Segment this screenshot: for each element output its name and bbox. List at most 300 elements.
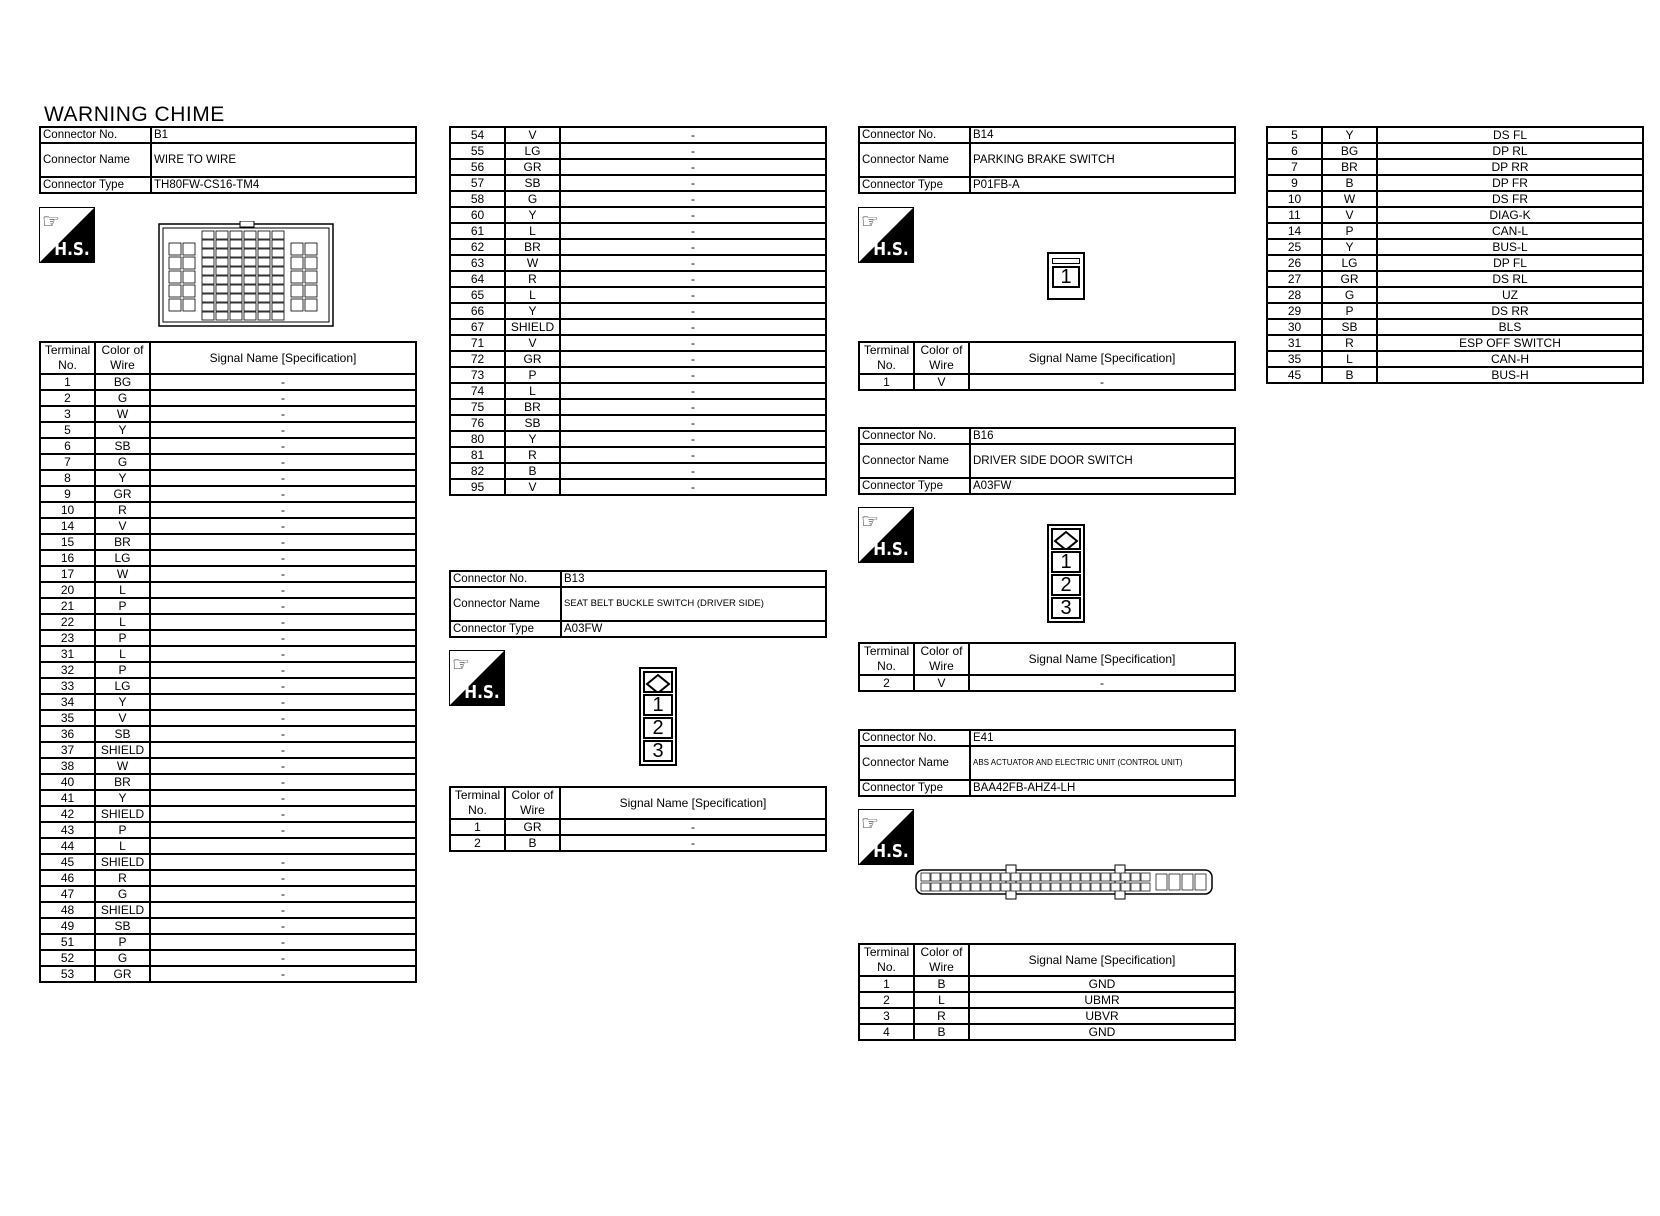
table-row: [40, 374, 416, 390]
harness-side-icon: [858, 809, 914, 865]
signal-name-cell: -: [150, 406, 416, 422]
hs-label: H.S.: [54, 239, 90, 260]
terminal-no-cell: 14: [1267, 223, 1322, 239]
terminal-no-cell: 6: [1267, 143, 1322, 159]
table-row: [450, 143, 826, 159]
table-row: [40, 886, 416, 902]
pin-cavity: 2: [1051, 574, 1081, 596]
terminal-no-cell: 76: [450, 415, 505, 431]
signal-name-cell: -: [150, 950, 416, 966]
signal-name-cell: -: [150, 694, 416, 710]
table-row: [450, 463, 826, 479]
connector-b1-face-diagram: [158, 221, 336, 329]
signal-name-cell: DP FL: [1377, 255, 1643, 271]
pin-cavity: [1141, 883, 1150, 891]
terminal-no-cell: 26: [1267, 255, 1322, 271]
signal-name-cell: -: [560, 351, 826, 367]
connector-type-label: Connector Type: [450, 621, 561, 637]
wire-color-cell: P: [1322, 303, 1377, 319]
wire-color-cell: SHIELD: [95, 806, 150, 822]
connector-name-label: Connector Name: [859, 143, 970, 177]
terminal-no-header: Terminal No.: [859, 342, 914, 374]
table-row: [40, 566, 416, 582]
table-row: [450, 415, 826, 431]
terminal-no-cell: 34: [40, 694, 95, 710]
pin-cavity: [1041, 883, 1050, 891]
terminal-no-cell: 80: [450, 431, 505, 447]
wire-color-cell: Y: [1322, 239, 1377, 255]
pin-cavity: [1169, 874, 1180, 890]
terminal-no-cell: 71: [450, 335, 505, 351]
connector-hand-icon: ☞: [861, 211, 879, 233]
signal-name-cell: -: [560, 159, 826, 175]
signal-name-cell: DIAG-K: [1377, 207, 1643, 223]
pin-cavity: [1101, 873, 1110, 881]
wire-color-cell: V: [1322, 207, 1377, 223]
pin-cavity: [202, 294, 214, 302]
signal-name-cell: -: [560, 447, 826, 463]
terminal-no-cell: 22: [40, 614, 95, 630]
pin-cavity: [216, 231, 228, 239]
wire-color-cell: B: [1322, 367, 1377, 383]
connector-hand-icon: ☞: [861, 511, 879, 533]
pin-cavity: [941, 883, 950, 891]
table-row: [1267, 207, 1643, 223]
connector-type-value: P01FB-A: [970, 177, 1235, 193]
table-row: [1267, 255, 1643, 271]
pin-cavity: [305, 299, 317, 311]
pin-cavity: [244, 231, 256, 239]
signal-name-cell: -: [560, 367, 826, 383]
signal-name-cell: -: [150, 934, 416, 950]
pin-cavity: [961, 883, 970, 891]
color-of-wire-header: Color of Wire: [914, 342, 969, 374]
pin-cavity: [272, 312, 284, 320]
signal-name-cell: -: [560, 271, 826, 287]
terminal-no-cell: 3: [40, 406, 95, 422]
signal-name-cell: -: [150, 678, 416, 694]
pin-cavity: [272, 258, 284, 266]
pin-cavity: [244, 276, 256, 284]
connector-b13-info: [449, 570, 827, 638]
pin-cavity: [981, 873, 990, 881]
pin-cavity: [1031, 883, 1040, 891]
signal-name-cell: -: [150, 518, 416, 534]
signal-name-cell: -: [560, 319, 826, 335]
pin-cavity: [1021, 883, 1030, 891]
pin-cavity: [216, 303, 228, 311]
color-of-wire-header: Color of Wire: [505, 787, 560, 819]
pin-cavity: [258, 285, 270, 293]
signal-name-cell: -: [150, 598, 416, 614]
pin-cavity: [1051, 883, 1060, 891]
signal-name-cell: -: [150, 806, 416, 822]
pin-cavity: [169, 271, 181, 283]
wire-color-cell: Y: [95, 694, 150, 710]
terminal-no-cell: 8: [40, 470, 95, 486]
signal-name-cell: -: [560, 431, 826, 447]
signal-name-cell: -: [150, 918, 416, 934]
terminal-no-cell: 6: [40, 438, 95, 454]
pin-cavity: [1131, 883, 1140, 891]
signal-name-cell: -: [150, 374, 416, 390]
terminal-no-cell: 23: [40, 630, 95, 646]
signal-name-cell: -: [560, 287, 826, 303]
terminal-no-cell: 74: [450, 383, 505, 399]
wire-color-cell: Y: [95, 470, 150, 486]
wire-color-cell: R: [505, 447, 560, 463]
table-row: [450, 207, 826, 223]
wire-color-cell: BG: [1322, 143, 1377, 159]
pin-cavity: [305, 285, 317, 297]
wire-color-cell: Y: [505, 303, 560, 319]
terminal-no-cell: 17: [40, 566, 95, 582]
pin-cavity: [272, 249, 284, 257]
terminal-no-cell: 41: [40, 790, 95, 806]
terminal-no-cell: 81: [450, 447, 505, 463]
terminal-no-cell: 40: [40, 774, 95, 790]
terminal-no-cell: 66: [450, 303, 505, 319]
wire-color-cell: L: [914, 992, 969, 1008]
terminal-no-cell: 3: [859, 1008, 914, 1024]
signal-name-header: Signal Name [Specification]: [150, 342, 416, 374]
table-row: [40, 822, 416, 838]
wire-color-cell: L: [95, 646, 150, 662]
table-row: [1267, 303, 1643, 319]
pin-cavity: [272, 267, 284, 275]
pin-cavity: [931, 883, 940, 891]
wire-color-cell: B: [914, 1024, 969, 1040]
pin-cavity: [244, 285, 256, 293]
terminal-no-cell: 60: [450, 207, 505, 223]
connector-name-value: SEAT BELT BUCKLE SWITCH (DRIVER SIDE): [561, 587, 826, 621]
wire-color-cell: GR: [95, 486, 150, 502]
connector-no-label: Connector No.: [859, 127, 970, 143]
pin-cavity: [258, 276, 270, 284]
terminal-no-cell: 49: [40, 918, 95, 934]
table-row: [450, 383, 826, 399]
terminal-no-cell: 35: [1267, 351, 1322, 367]
connector-name-value: WIRE TO WIRE: [151, 143, 416, 177]
signal-name-cell: -: [560, 143, 826, 159]
pin-cavity: [272, 240, 284, 248]
pin-cavity: [202, 249, 214, 257]
pin-cavity: [230, 294, 242, 302]
signal-name-cell: DP FR: [1377, 175, 1643, 191]
connector-b14-info: [858, 126, 1236, 194]
signal-name-cell: -: [969, 374, 1235, 390]
pin-cavity: [1031, 873, 1040, 881]
signal-name-cell: -: [150, 438, 416, 454]
pin-cavity: [244, 258, 256, 266]
signal-name-cell: -: [150, 662, 416, 678]
table-row: [40, 854, 416, 870]
pin-cavity: [183, 299, 195, 311]
signal-name-cell: UBVR: [969, 1008, 1235, 1024]
wire-color-cell: SHIELD: [95, 742, 150, 758]
wire-color-cell: BR: [1322, 159, 1377, 175]
pin-cavity: [258, 267, 270, 275]
table-row: [40, 614, 416, 630]
terminal-no-cell: 63: [450, 255, 505, 271]
terminal-no-cell: 27: [1267, 271, 1322, 287]
pin-cavity: [216, 249, 228, 257]
signal-name-cell: UBMR: [969, 992, 1235, 1008]
wire-color-cell: P: [95, 598, 150, 614]
wire-color-cell: P: [95, 662, 150, 678]
pin-cavity: [258, 303, 270, 311]
pin-cavity: [272, 303, 284, 311]
pin-cavity: [169, 299, 181, 311]
pin-cavity: [1111, 873, 1120, 881]
terminal-no-cell: 52: [40, 950, 95, 966]
pin-cavity: 1: [1052, 266, 1080, 288]
signal-name-cell: -: [150, 774, 416, 790]
wire-color-cell: Y: [95, 422, 150, 438]
pin-cavity: [258, 258, 270, 266]
pin-cavity: [230, 285, 242, 293]
wire-color-cell: R: [914, 1008, 969, 1024]
table-row: [450, 335, 826, 351]
terminal-no-cell: 58: [450, 191, 505, 207]
wire-color-cell: B: [1322, 175, 1377, 191]
wire-color-cell: L: [505, 383, 560, 399]
connector-b14-face-diagram: [1047, 252, 1085, 300]
table-row: [450, 191, 826, 207]
signal-name-cell: -: [150, 870, 416, 886]
pin-cavity: [1001, 873, 1010, 881]
table-row: [450, 303, 826, 319]
connector-type-value: TH80FW-CS16-TM4: [151, 177, 416, 193]
connector-name-label: Connector Name: [450, 587, 561, 621]
pin-cavity: [216, 294, 228, 302]
pin-cavity: [291, 299, 303, 311]
pin-cavity: [202, 258, 214, 266]
pin-cavity: [216, 240, 228, 248]
signal-name-header: Signal Name [Specification]: [560, 787, 826, 819]
lock-key-icon: [1051, 528, 1081, 550]
wire-color-cell: BR: [505, 399, 560, 415]
terminal-no-header: Terminal No.: [450, 787, 505, 819]
pin-cavity: [202, 267, 214, 275]
pin-cavity: [183, 285, 195, 297]
pin-cavity: [1061, 873, 1070, 881]
pin-cavity: [1021, 873, 1030, 881]
terminal-no-cell: 57: [450, 175, 505, 191]
signal-name-cell: DS FL: [1377, 127, 1643, 143]
terminal-no-cell: 43: [40, 822, 95, 838]
signal-name-cell: -: [150, 726, 416, 742]
terminal-no-cell: 7: [1267, 159, 1322, 175]
signal-name-cell: -: [560, 463, 826, 479]
b13-terminal-table: [449, 786, 827, 852]
table-row: [450, 223, 826, 239]
wire-color-cell: GR: [505, 159, 560, 175]
terminal-no-cell: 82: [450, 463, 505, 479]
pin-cavity: [230, 303, 242, 311]
wire-color-cell: W: [95, 566, 150, 582]
signal-name-cell: -: [150, 902, 416, 918]
wire-color-cell: SB: [505, 175, 560, 191]
harness-side-icon: [858, 507, 914, 563]
connector-hand-icon: ☞: [861, 813, 879, 835]
table-row: [40, 678, 416, 694]
pin-cavity: [244, 240, 256, 248]
signal-name-cell: -: [150, 422, 416, 438]
signal-name-cell: -: [560, 255, 826, 271]
connector-type-label: Connector Type: [859, 478, 970, 494]
pin-cavity: [991, 873, 1000, 881]
signal-name-cell: DS RR: [1377, 303, 1643, 319]
wire-color-cell: SB: [1322, 319, 1377, 335]
table-row: [450, 819, 826, 835]
table-row: [40, 534, 416, 550]
table-row: [40, 470, 416, 486]
signal-name-cell: ESP OFF SWITCH: [1377, 335, 1643, 351]
wire-color-cell: V: [505, 127, 560, 143]
pin-cavity: [1011, 883, 1020, 891]
wire-color-cell: G: [95, 390, 150, 406]
pin-cavity: [305, 257, 317, 269]
pin-cavity: [244, 249, 256, 257]
wire-color-cell: BG: [95, 374, 150, 390]
signal-name-cell: -: [560, 835, 826, 851]
wire-color-cell: L: [95, 838, 150, 854]
pin-cavity: [1195, 874, 1206, 890]
connector-b1-info: [39, 126, 417, 194]
terminal-no-cell: 33: [40, 678, 95, 694]
table-row: [40, 742, 416, 758]
connector-no-value: B16: [970, 428, 1235, 444]
wire-color-cell: GR: [505, 819, 560, 835]
table-row: [859, 1024, 1235, 1040]
wire-color-cell: LG: [1322, 255, 1377, 271]
table-row: [1267, 127, 1643, 143]
connector-e41-face-diagram: [914, 862, 1216, 900]
signal-name-cell: -: [150, 486, 416, 502]
terminal-no-cell: 2: [450, 835, 505, 851]
table-row: [450, 319, 826, 335]
connector-b13-face-diagram: [639, 667, 677, 766]
wire-color-cell: V: [914, 675, 969, 691]
terminal-no-cell: 67: [450, 319, 505, 335]
wire-color-cell: W: [1322, 191, 1377, 207]
wire-color-cell: LG: [95, 550, 150, 566]
terminal-no-cell: 46: [40, 870, 95, 886]
signal-name-cell: -: [560, 175, 826, 191]
terminal-no-cell: 64: [450, 271, 505, 287]
terminal-no-cell: 37: [40, 742, 95, 758]
table-row: [450, 367, 826, 383]
table-row: [40, 422, 416, 438]
pin-cavity: [244, 303, 256, 311]
table-row: [40, 902, 416, 918]
pin-cavity: [230, 258, 242, 266]
pin-cavity: 3: [643, 740, 673, 762]
pin-cavity: [202, 285, 214, 293]
terminal-no-cell: 42: [40, 806, 95, 822]
pin-cavity: [216, 312, 228, 320]
wire-color-cell: Y: [505, 207, 560, 223]
wire-color-cell: P: [1322, 223, 1377, 239]
table-row: [450, 479, 826, 495]
terminal-no-cell: 20: [40, 582, 95, 598]
connector-b16-info: [858, 427, 1236, 495]
pin-cavity: [216, 285, 228, 293]
terminal-no-cell: 54: [450, 127, 505, 143]
pin-cavity: [244, 312, 256, 320]
wire-color-cell: LG: [95, 678, 150, 694]
connector-no-value: B1: [151, 127, 416, 143]
wire-color-cell: R: [95, 870, 150, 886]
table-row: [450, 255, 826, 271]
table-row: [1267, 159, 1643, 175]
terminal-no-cell: 56: [450, 159, 505, 175]
pin-cavity: 1: [643, 694, 673, 716]
pin-cavity: [272, 285, 284, 293]
connector-type-value: BAA42FB-AHZ4-LH: [970, 780, 1235, 796]
terminal-no-cell: 1: [450, 819, 505, 835]
signal-name-cell: -: [560, 819, 826, 835]
wire-color-cell: B: [505, 463, 560, 479]
table-row: [1267, 175, 1643, 191]
color-of-wire-header: Color of Wire: [914, 944, 969, 976]
terminal-no-cell: 29: [1267, 303, 1322, 319]
terminal-no-cell: 21: [40, 598, 95, 614]
signal-name-cell: -: [150, 566, 416, 582]
pin-cavity: [981, 883, 990, 891]
wire-color-cell: V: [505, 479, 560, 495]
signal-name-cell: -: [150, 502, 416, 518]
signal-name-header: Signal Name [Specification]: [969, 944, 1235, 976]
terminal-no-cell: 5: [40, 422, 95, 438]
pin-cavity: [1121, 883, 1130, 891]
pin-cavity: [272, 294, 284, 302]
color-of-wire-header: Color of Wire: [95, 342, 150, 374]
wire-color-cell: G: [1322, 287, 1377, 303]
pin-cavity: [1071, 873, 1080, 881]
wire-color-cell: Y: [505, 431, 560, 447]
table-row: [450, 159, 826, 175]
table-row: [40, 838, 416, 854]
connector-hand-icon: ☞: [42, 211, 60, 233]
pin-cavity: [991, 883, 1000, 891]
pin-cavity: [183, 243, 195, 255]
table-row: [40, 966, 416, 982]
table-row: [450, 447, 826, 463]
signal-name-cell: -: [150, 630, 416, 646]
terminal-no-cell: 32: [40, 662, 95, 678]
pin-cavity: [971, 883, 980, 891]
signal-name-cell: DP RL: [1377, 143, 1643, 159]
signal-name-cell: -: [150, 470, 416, 486]
pin-cavity: [1011, 873, 1020, 881]
terminal-no-cell: 61: [450, 223, 505, 239]
signal-name-cell: BLS: [1377, 319, 1643, 335]
connector-name-label: Connector Name: [859, 444, 970, 478]
connector-hand-icon: ☞: [452, 654, 470, 676]
signal-name-cell: -: [150, 742, 416, 758]
hs-label: H.S.: [873, 841, 909, 862]
wire-color-cell: SHIELD: [505, 319, 560, 335]
terminal-no-cell: 48: [40, 902, 95, 918]
table-row: [40, 774, 416, 790]
signal-name-cell: -: [560, 191, 826, 207]
terminal-no-cell: 2: [859, 675, 914, 691]
table-row: [40, 918, 416, 934]
connector-type-label: Connector Type: [859, 177, 970, 193]
wire-color-cell: V: [95, 518, 150, 534]
